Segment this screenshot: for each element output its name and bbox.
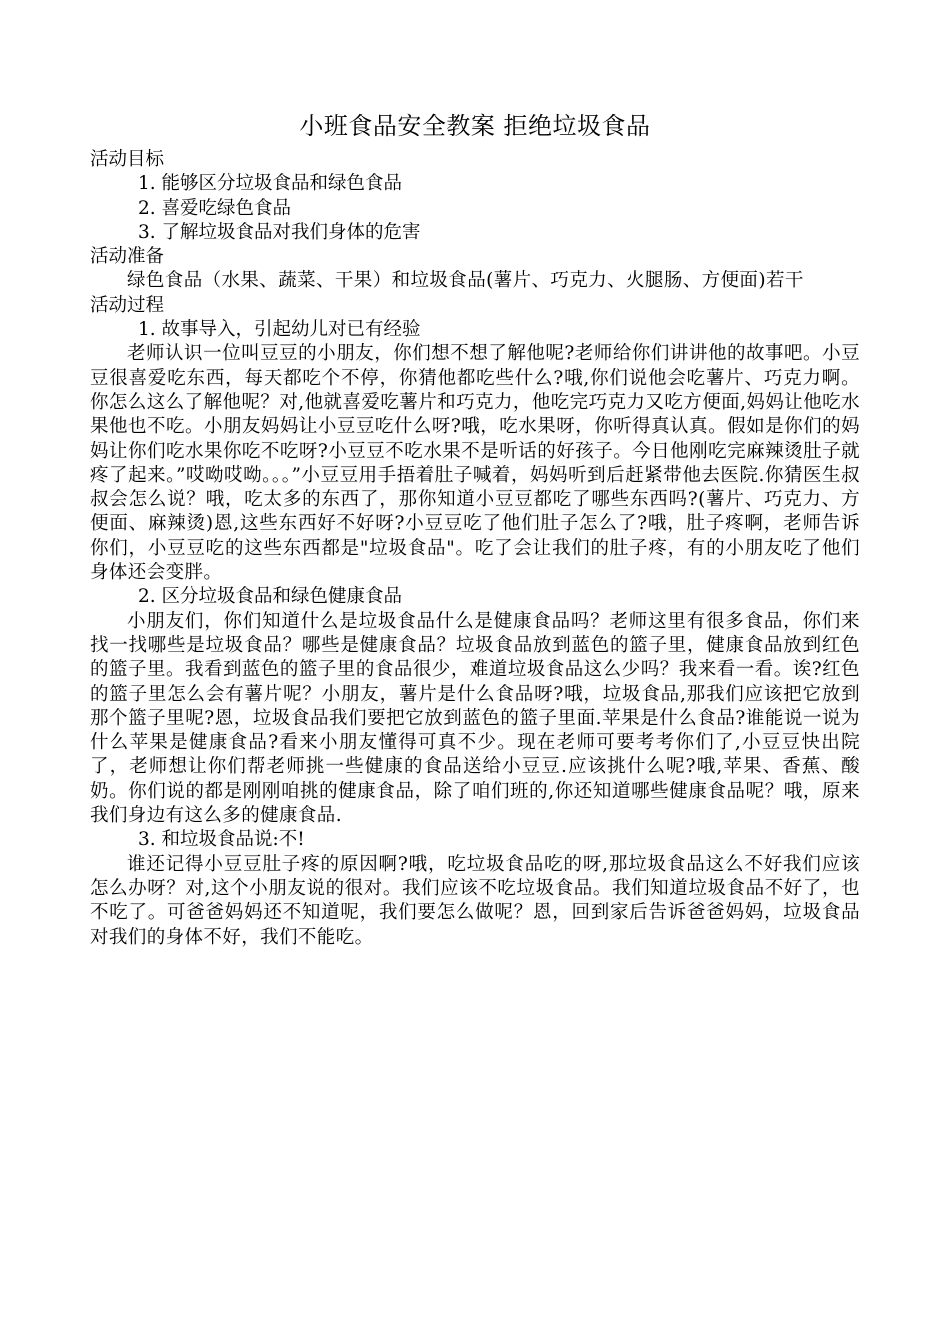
step-heading: 2. 区分垃圾食品和绿色健康食品 — [138, 586, 403, 608]
step-paragraph: 谁还记得小豆豆肚子疼的原因啊?哦，吃垃圾食品吃的呀,那垃圾食品这么不好我们应该怎么办呀？对,这个小朋友说的很对。我们应该不吃垃圾食品。我们知道垃圾食品不好了，也不吃了。可爸爸妈妈还不知道呢，我们要怎么做呢？恩，回到家后告诉爸爸妈妈，垃圾食品对我们的身体不好，我们不能吃。 — [90, 853, 860, 948]
section-heading-preparation: 活动准备 — [90, 246, 165, 268]
goal-item: 3. 了解垃圾食品对我们身体的危害 — [138, 221, 421, 243]
step-paragraph: 老师认识一位叫豆豆的小朋友，你们想不想了解他呢?老师给你们讲讲他的故事吧。小豆豆很喜爱吃东西，每天都吃个不停，你猜他都吃些什么?哦,你们说他会吃薯片、巧克力啊。你怎么这么了解他呢？对,他就喜爱吃薯片和巧克力，他吃完巧克力又吃方便面,妈妈让他吃水果他也不吃。小朋友妈妈让小豆豆吃什么呀?哦，吃水果呀，你听得真认真。假如是你们的妈妈让你们吃水果你吃不吃呀?小豆豆不吃水果不是听话的好孩子。今日他刚吃完麻辣烫肚子就疼了起来。”哎呦哎呦。。。”小豆豆用手捂着肚子喊着，妈妈听到后赶紧带他去医院.你猜医生叔叔会怎么说？哦，吃太多的东西了，那你知道小豆豆都吃了哪些东西吗?(薯片、巧克力、方便面、麻辣烫)恩,这些东西好不好呀?小豆豆吃了他们肚子怎么了?哦，肚子疼啊，老师告诉你们，小豆豆吃的这些东西都是"垃圾食品"。吃了会让我们的肚子疼，有的小朋友吃了他们身体还会变胖。 — [90, 343, 860, 584]
goal-item: 1. 能够区分垃圾食品和绿色食品 — [138, 173, 403, 195]
document-body — [90, 148, 860, 950]
step-heading: 1. 故事导入，引起幼儿对已有经验 — [138, 319, 421, 341]
document-title: 小班食品安全教案 拒绝垃圾食品 — [299, 112, 651, 140]
section-heading-goals: 活动目标 — [90, 149, 165, 170]
step-heading: 3. 和垃圾食品说:不! — [138, 829, 305, 851]
goal-item: 2. 喜爱吃绿色食品 — [138, 197, 292, 219]
section-heading-process: 活动过程 — [90, 294, 165, 316]
preparation-text: 绿色食品（水果、蔬菜、干果）和垃圾食品(薯片、巧克力、火腿肠、方便面)若干 — [127, 270, 804, 292]
step-paragraph: 小朋友们，你们知道什么是垃圾食品什么是健康食品吗？老师这里有很多食品，你们来找一找哪些是垃圾食品？哪些是健康食品？垃圾食品放到蓝色的篮子里，健康食品放到红色的篮子里。我看到蓝色的篮子里的食品很少，难道垃圾食品这么少吗？我来看一看。诶?红色的篮子里怎么会有薯片呢？小朋友，薯片是什么食品呀?哦，垃圾食品,那我们应该把它放到那个篮子里呢?恩，垃圾食品我们要把它放到蓝色的篮子里面.苹果是什么食品?谁能说一说为什么苹果是健康食品?看来小朋友懂得可真不少。现在老师可要考考你们了,小豆豆快出院了，老师想让你们帮老师挑一些健康的食品送给小豆豆.应该挑什么呢?哦,苹果、香蕉、酸奶。你们说的都是刚刚咱挑的健康食品，除了咱们班的,你还知道哪些健康食品呢？哦，原来我们身边有这么多的健康食品. — [90, 610, 860, 827]
